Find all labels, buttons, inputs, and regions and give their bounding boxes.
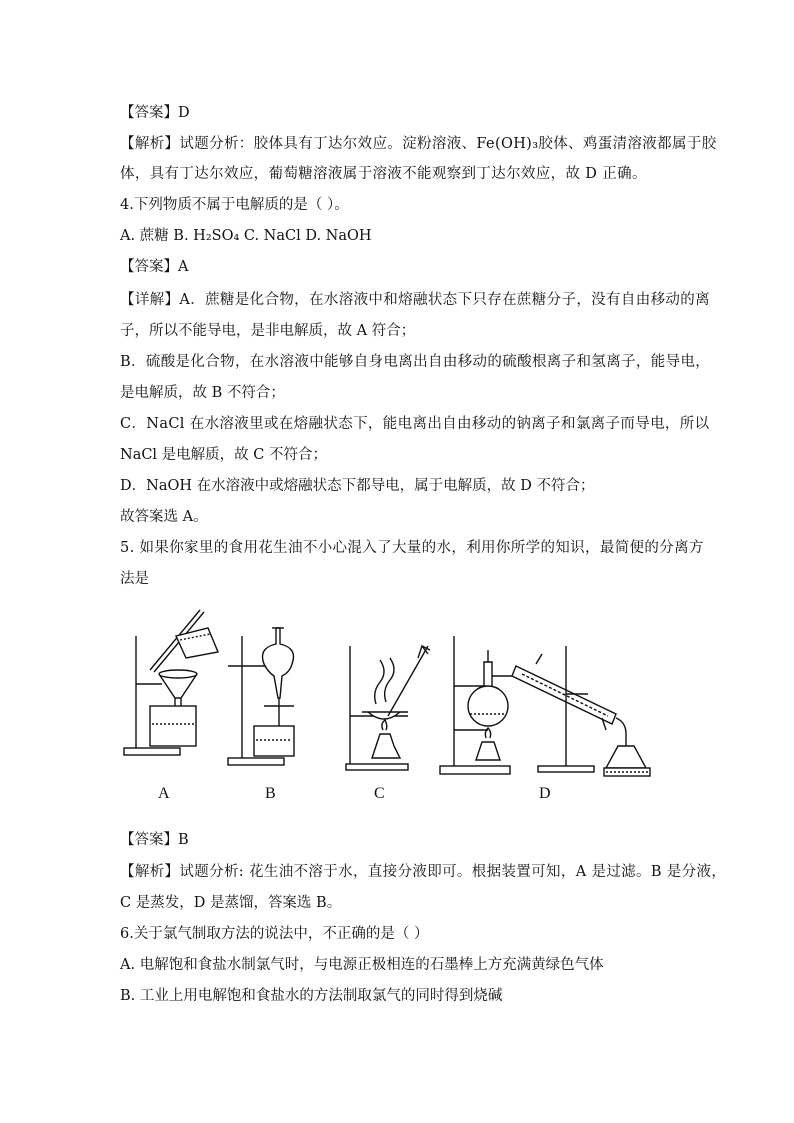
- detail-q4-line6: NaCl 是电解质，故 C 不符合；: [120, 447, 327, 463]
- question-4-stem: 4.下列物质不属于电解质的是（ ）。: [120, 197, 349, 213]
- detail-q4-line3: B．硫酸是化合物，在水溶液中能够自身电离出自由移动的硫酸根离子和氢离子，能导电，: [120, 354, 711, 370]
- figure-label-c: C: [374, 785, 385, 802]
- detail-q4-line2: 子，所以不能导电，是非电解质，故 A 符合；: [120, 323, 416, 339]
- separation-apparatus-figure: [118, 606, 678, 812]
- figure-label-d: D: [539, 785, 551, 802]
- answer-q5: 【答案】B: [120, 832, 189, 848]
- evaporation-apparatus: [346, 646, 430, 770]
- detail-q4-line5: C．NaCl 在水溶液里或在熔融状态下，能电离出自由移动的钠离子和氯离子而导电，所以: [120, 416, 710, 432]
- question-6-stem: 6.关于氯气制取方法的说法中，不正确的是（ ）: [120, 926, 429, 942]
- question-6-option-a: A. 电解饱和食盐水制氯气时，与电源正极相连的石墨棒上方充满黄绿色气体: [120, 957, 604, 973]
- question-4-options: A. 蔗糖 B. H₂SO₄ C. NaCl D. NaOH: [120, 228, 372, 244]
- detail-q4-line1: 【详解】A．蔗糖是化合物，在水溶液中和熔融状态下只存在蔗糖分子，没有自由移动的离: [120, 292, 710, 308]
- question-5-stem-line2: 法是: [120, 571, 149, 587]
- figure-label-b: B: [265, 785, 276, 802]
- analysis-q5-line1: 【解析】试题分析: 花生油不溶于水，直接分液即可。根据装置可知，A 是过滤。B 是分液，: [120, 864, 727, 880]
- question-5-stem-line1: 5. 如果你家里的食用花生油不小心混入了大量的水，利用你所学的知识，最简便的分离方: [120, 540, 704, 556]
- answer-q4: 【答案】A: [120, 259, 189, 275]
- answer-q3: 【答案】D: [120, 105, 190, 121]
- filtration-apparatus: [124, 610, 218, 755]
- detail-q4-line4: 是电解质，故 B 不符合；: [120, 385, 285, 401]
- question-6-option-b: B. 工业上用电解饱和食盐水的方法制取氯气的同时得到烧碱: [120, 988, 503, 1004]
- analysis-q5-line2: C 是蒸发，D 是蒸馏，答案选 B。: [120, 895, 342, 911]
- analysis-q3-line2: 体，具有丁达尔效应，葡萄糖溶液属于溶液不能观察到丁达尔效应，故 D 正确。: [120, 166, 647, 182]
- detail-q4-conclusion: 故答案选 A。: [120, 509, 208, 525]
- figure-label-a: A: [158, 785, 170, 802]
- distillation-apparatus: [440, 636, 650, 776]
- detail-q4-line7: D．NaOH 在水溶液中或熔融状态下都导电，属于电解质，故 D 不符合；: [120, 478, 595, 494]
- separatory-funnel-apparatus: [228, 628, 294, 765]
- analysis-q3-line1: 【解析】试题分析：胶体具有丁达尔效应。淀粉溶液、Fe(OH)₃胶体、鸡蛋清溶液都属于胶: [120, 136, 717, 152]
